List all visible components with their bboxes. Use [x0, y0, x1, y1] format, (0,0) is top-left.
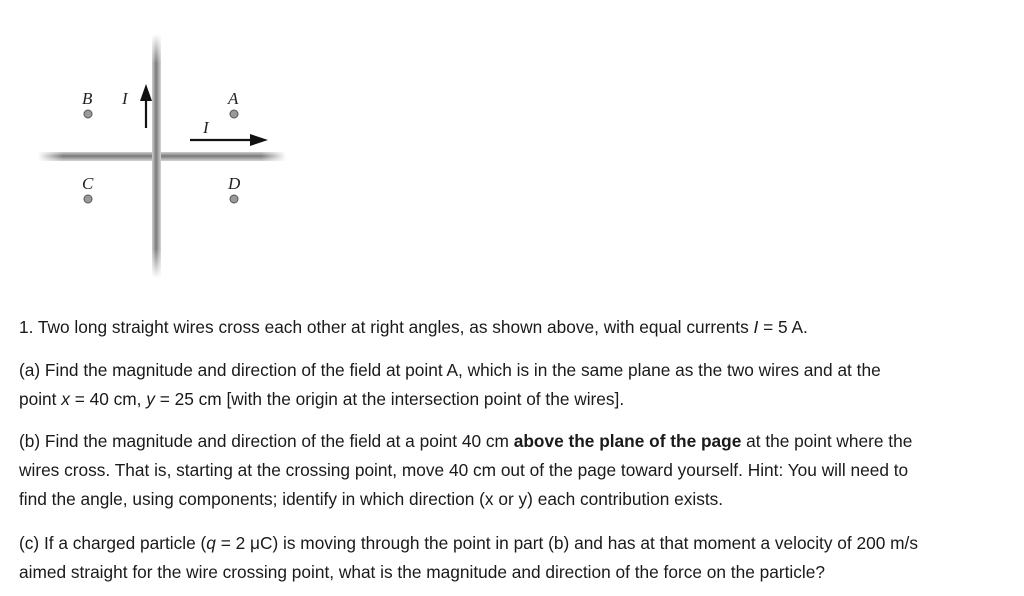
label-I-horizontal: I — [203, 118, 209, 137]
problem-part-b: (b) Find the magnitude and direction of the field at a point 40 cm above the plane of the page at the point where the wires cross. That is, starting at the crossing point, move 40 cm out of the page toward yourself. Hint: You will need to find the angle, using components; identify in which direction (x or y) each contribution exists. — [19, 431, 913, 509]
point-D — [230, 195, 238, 203]
vertical-current-arrow — [140, 84, 152, 128]
problem-part-a: (a) Find the magnitude and direction of the field at point A, which is in the same plane as the two wires and at the point x = 40 cm, y = 25 cm [with the origin at the intersection point of the wires]. — [19, 360, 881, 409]
point-A — [230, 110, 238, 118]
point-C — [84, 195, 92, 203]
crossed-wires-diagram — [0, 0, 300, 290]
label-D: D — [228, 174, 241, 193]
label-B: B — [82, 89, 93, 108]
label-C: C — [82, 174, 94, 193]
label-A: A — [228, 89, 239, 108]
label-I-vertical: I — [122, 89, 128, 108]
point-B — [84, 110, 92, 118]
problem-intro: 1. Two long straight wires cross each other at right angles, as shown above, with equal currents I = 5 A. — [19, 317, 808, 337]
problem-part-c: (c) If a charged particle (q = 2 μC) is moving through the point in part (b) and has at that moment a velocity of 200 m/s aimed straight for the wire crossing point, what is the magnitude and direction of the force on the particle? — [19, 533, 918, 582]
horizontal-current-arrow — [190, 134, 268, 146]
